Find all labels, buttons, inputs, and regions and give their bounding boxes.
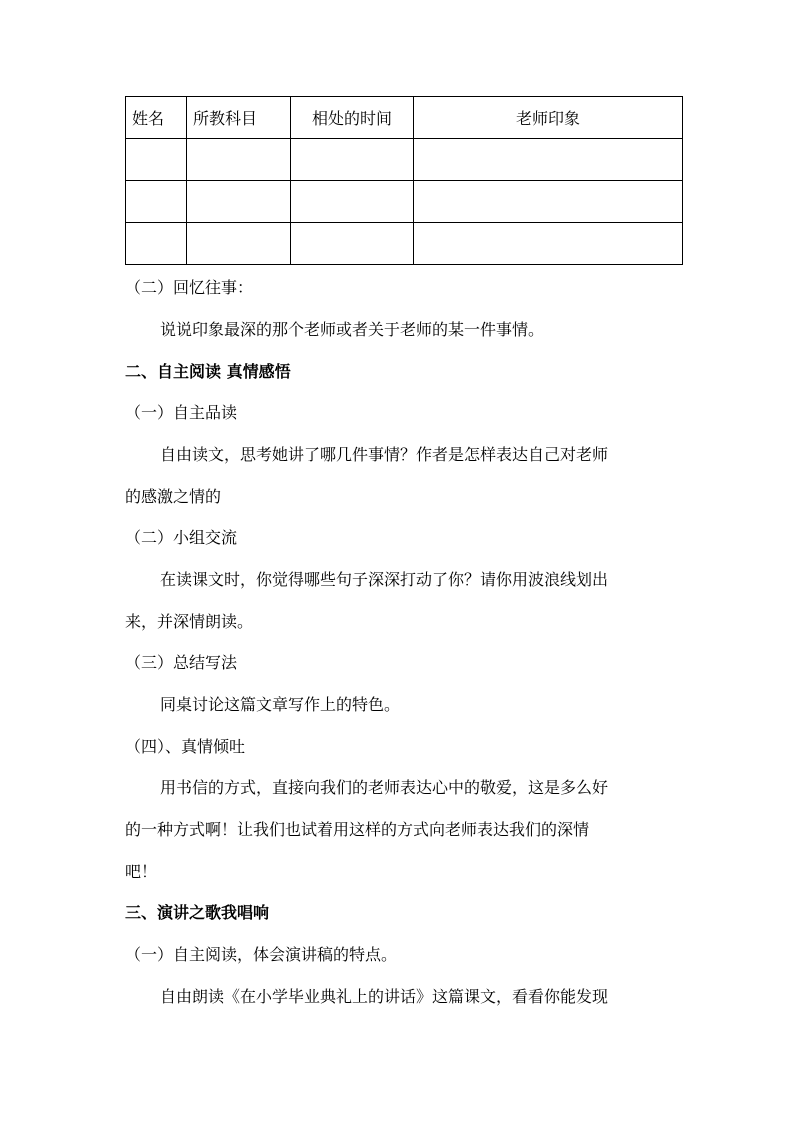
paragraph-text: 的一种方式啊！让我们也试着用这样的方式向老师表达我们的深情 xyxy=(125,820,590,839)
paragraph-text: 的感激之情的 xyxy=(125,487,222,506)
paragraph-text: 自由读文，思考她讲了哪几件事情？作者是怎样表达自己对老师 xyxy=(160,445,609,464)
table-cell xyxy=(291,139,414,181)
paragraph-text: 来，并深情朗读。 xyxy=(125,612,254,631)
table-cell xyxy=(414,181,683,223)
subheading-writing-method: （三）总结写法 xyxy=(125,653,238,672)
table-cell xyxy=(187,223,291,265)
paragraph-text: 说说印象最深的那个老师或者关于老师的某一件事情。 xyxy=(160,320,545,339)
paragraph-text: 在读课文时，你觉得哪些句子深深打动了你？请你用波浪线划出 xyxy=(160,570,609,589)
header-name: 姓名 xyxy=(126,97,187,139)
table-row xyxy=(126,223,683,265)
table-cell xyxy=(187,181,291,223)
header-time-together: 相处的时间 xyxy=(291,97,414,139)
section-heading-reading: 二、自主阅读 真情感悟 xyxy=(125,362,291,381)
subheading-group-discussion: （二）小组交流 xyxy=(125,528,238,547)
table-cell xyxy=(187,139,291,181)
table-row xyxy=(126,139,683,181)
table-cell xyxy=(126,181,187,223)
paragraph-text: 同桌讨论这篇文章写作上的特色。 xyxy=(160,695,401,714)
table-cell xyxy=(414,223,683,265)
paragraph-text: 用书信的方式，直接向我们的老师表达心中的敬爱，这是多么好 xyxy=(160,778,609,797)
table-cell xyxy=(291,223,414,265)
header-teacher-impression: 老师印象 xyxy=(414,97,683,139)
table-cell xyxy=(414,139,683,181)
table-cell xyxy=(126,139,187,181)
subheading-recall: （二）回忆往事： xyxy=(125,278,254,297)
subheading-speech-reading: （一）自主阅读，体会演讲稿的特点。 xyxy=(125,945,398,964)
table-cell xyxy=(126,223,187,265)
header-subject: 所教科目 xyxy=(187,97,291,139)
teacher-info-table xyxy=(125,96,683,265)
table-header-row xyxy=(126,97,683,139)
subheading-express-feelings: （四）、真情倾吐 xyxy=(125,737,246,756)
paragraph-text: 自由朗读《在小学毕业典礼上的讲话》这篇课文，看看你能发现 xyxy=(160,987,609,1006)
subheading-self-reading: （一）自主品读 xyxy=(125,403,238,422)
table-cell xyxy=(291,181,414,223)
table-row xyxy=(126,181,683,223)
section-heading-speech: 三、演讲之歌我唱响 xyxy=(125,903,270,922)
paragraph-text: 吧！ xyxy=(125,862,158,881)
